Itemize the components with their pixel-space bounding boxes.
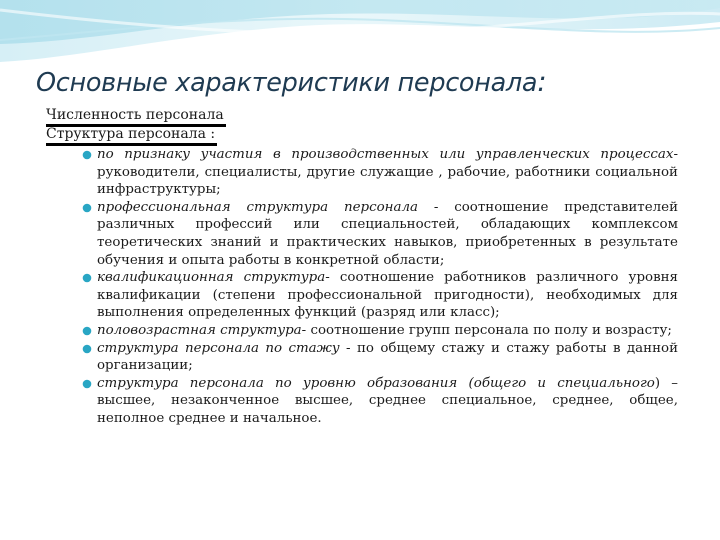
item-lead: половозрастная структура xyxy=(97,322,302,338)
list-item xyxy=(97,375,678,428)
headcount-heading: Численность персонала xyxy=(46,106,226,127)
slide-title-text: Основные характеристики персонала xyxy=(36,68,538,98)
item-lead: профессиональная структура персонала xyxy=(97,199,418,215)
list-item xyxy=(97,340,678,375)
list-item xyxy=(97,269,678,322)
headcount-row xyxy=(46,106,678,125)
structure-row xyxy=(46,125,678,144)
list-item xyxy=(97,146,678,199)
list-item xyxy=(97,199,678,269)
item-text: - соотношение групп персонала по полу и возрасту; xyxy=(301,322,672,338)
structure-list xyxy=(46,146,678,428)
item-text: - по общему стажу и стажу работы в данной организации; xyxy=(97,340,678,374)
item-lead: по признаку участия в производственных или управленческих процессах xyxy=(97,147,674,162)
bullet-icon xyxy=(82,379,92,389)
slide-title xyxy=(36,66,716,99)
item-text: ) – высшее, незаконченное высшее, среднее специальное, среднее, общее, неполное среднее и начальное. xyxy=(97,375,678,426)
bullet-icon xyxy=(82,326,92,336)
slide-title-colon: : xyxy=(537,65,547,98)
content-body xyxy=(46,106,678,428)
item-lead: структура персонала по уровню образования (общего и специального xyxy=(97,375,655,391)
list-item xyxy=(97,322,678,340)
item-text: - соотношение представителей различных профессий или специальностей, обладающих комплексом теоретических знаний и практических навыков, приобретенных в результате обучения и опыта работы в конкретной области; xyxy=(97,199,678,268)
bullet-icon xyxy=(82,203,92,213)
bullet-icon xyxy=(82,273,92,283)
structure-heading: Структура персонала : xyxy=(46,125,217,146)
item-text: - соотношение работников различного уровня квалификации (степени профессиональной пригодности), необходимых для выполнения определенных функций (разряд или класс); xyxy=(97,270,678,321)
item-lead: структура персонала по стажу xyxy=(97,340,340,356)
item-text: - руководители, специалисты, другие служащие , рабочие, работники социальной инфраструктуры; xyxy=(97,147,678,198)
item-lead: квалификационная структура xyxy=(97,270,326,286)
bullet-icon xyxy=(82,150,92,160)
bullet-icon xyxy=(82,344,92,354)
